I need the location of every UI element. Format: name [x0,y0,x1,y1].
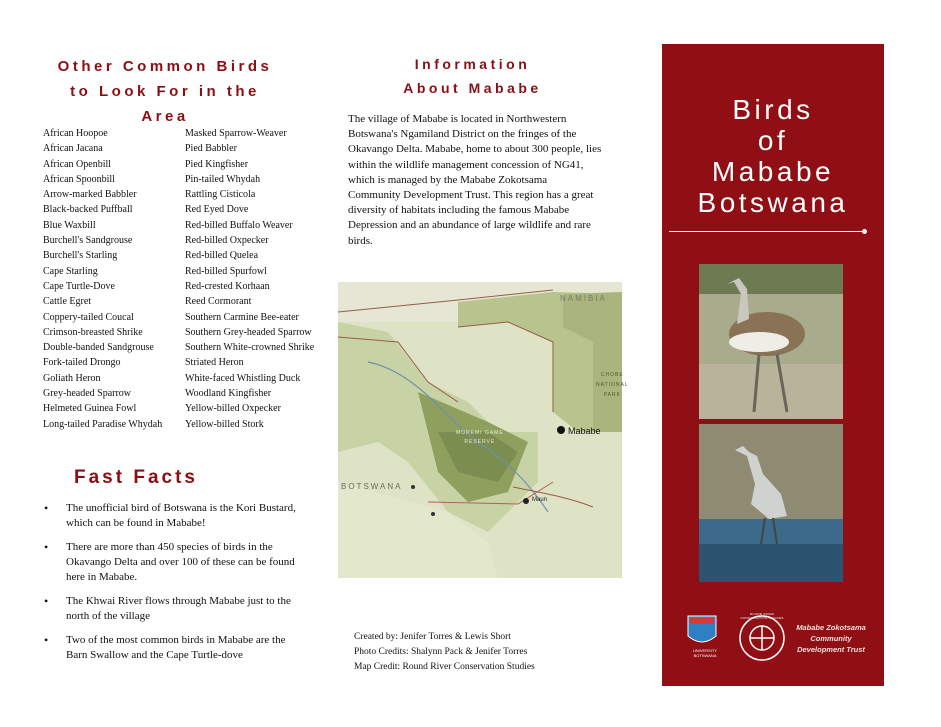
university-logo-line1: UNIVERSITY [692,648,717,653]
bird-name: Reed Cormorant [185,296,252,308]
sponsor-logos [676,610,876,666]
birds-list-column-1 [43,126,162,432]
title-line-3: Mababe [711,156,835,187]
bird-name: Red-billed Spurfowl [185,265,267,277]
birds-list-heading [30,54,300,129]
bird-name: Red-billed Oxpecker [185,235,269,247]
round-river-emblem [740,616,784,660]
information-heading [340,52,605,100]
grey-heron-photo [699,424,843,582]
map-label-namibia: NAMIBIA [560,294,607,303]
title-line-4: Botswana [697,187,849,218]
bird-name: Rattling Cisticola [185,189,256,201]
map-label-moremi-2: RESERVE [464,439,496,445]
map-label-chobe-3: PARK [603,392,621,398]
bird-name: Striated Heron [185,357,244,369]
map-label-chobe [596,370,629,400]
fact-item: • Two of the most common birds in Mababe are the Barn Swallow and the Cape Turtle-dove [44,633,306,663]
map-label-chobe-1: CHOBE [600,372,624,378]
university-logo-text [682,648,728,658]
bird-name: Grey-headed Sparrow [43,388,132,400]
bird-name: Blue Waxbill [43,219,96,231]
information-heading-line2: About Mababe [403,80,542,96]
bird-name: Southern Carmine Bee-eater [185,311,299,323]
bird-name: Arrow-marked Babbler [43,189,137,201]
trust-logo-line1: Mababe Zokotsama [796,623,866,632]
birds-heading-line3: Area [141,108,189,125]
map-label-moremi [456,429,504,447]
map-label-chobe-2: NATIONAL [596,382,629,388]
fast-facts-heading: Fast Facts [74,467,198,488]
birds-list-column-2 [185,126,314,432]
bird-name: Cattle Egret [43,296,92,308]
bird-name: Crimson-breasted Shrike [43,326,143,338]
cover-title [662,94,884,218]
bird-name: African Spoonbill [43,173,115,185]
bird-name: Woodland Kingfisher [185,388,272,400]
title-divider-dot [862,229,867,234]
bird-name: Black-backed Puffball [43,204,133,216]
credits [354,630,535,675]
fact-item: • There are more than 450 species of birds in the Okavango Delta and over 100 of these can be found here in Mababe. [44,540,306,585]
title-line-2: of [757,125,789,156]
fact-item: • The Khwai River flows through Mababe just to the north of the village [44,594,306,624]
region-map [338,282,629,578]
bird-name: Red-billed Quelea [185,250,259,262]
birds-heading-line2: to Look For in the [70,83,260,100]
bird-name: Burchell's Sandgrouse [43,235,133,247]
map-label-botswana: BOTSWANA [341,482,403,491]
bird-name: African Jacana [43,143,103,155]
bird-name: African Openbill [43,158,112,170]
birds-heading-line1: Other Common Birds [57,58,273,75]
bird-name: Coppery-tailed Coucal [43,311,134,323]
bird-name: Southern Grey-headed Sparrow [185,326,312,338]
trust-logo-line3: Development Trust [797,645,865,654]
university-logo-line2: BOTSWANA [693,653,717,658]
credit-photos: Photo Credits: Shalynn Pack & Jenifer Torres [354,647,528,657]
bird-name: Pin-tailed Whydah [185,173,261,185]
fast-facts-list [44,501,306,672]
bird-name: African Hoopoe [43,128,108,139]
bird-name: Cape Starling [43,265,98,277]
map-label-mababe: Mababe [568,426,601,436]
bird-name: Pied Babbler [185,143,237,155]
bird-name: Yellow-billed Stork [185,418,264,430]
bird-name: Red-billed Buffalo Weaver [185,219,293,231]
kori-bustard-photo [699,264,843,419]
grey-heron-image [699,424,843,582]
trust-logo-text [788,622,874,655]
bird-name: Yellow-billed Oxpecker [185,403,281,415]
information-heading-line1: Information [414,56,531,72]
credit-map: Map Credit: Round River Conservation Studies [354,662,535,672]
title-divider [669,231,865,232]
bird-name: Double-banded Sandgrouse [43,342,154,354]
bird-name: Pied Kingfisher [185,158,249,170]
bird-name: Masked Sparrow-Weaver [185,128,287,139]
university-of-botswana-crest [688,616,716,642]
information-paragraph: The village of Mababe is located in Northwestern Botswana's Ngamiland District on the fringes of the Okavango Delta. Mababe, home to about 300 people, lies within the wildlife management concession of NG41, which is managed by the Mababe Zokotsama Community Development Trust. This region has a great diversity of habitats including the famous Mababe Depression and an abundance of large wildlife and rare birds. [348,113,602,247]
round-river-logo-text: ROUND RIVER CONSERVATION STUDIES [740,612,784,620]
bird-name: Fork-tailed Drongo [43,357,121,369]
bird-name: Red-crested Korhaan [185,280,270,292]
map-label-moremi-1: MOREMI GAME [456,430,504,436]
bird-name: Cape Turtle-Dove [43,280,115,292]
bird-name: Burchell's Starling [43,250,118,262]
bird-name: Red Eyed Dove [185,204,249,216]
map-label-maun: Maun [532,497,548,503]
credit-creators: Created by: Jenifer Torres & Lewis Short [354,632,511,642]
fact-item: • The unofficial bird of Botswana is the Kori Bustard, which can be found in Mababe! [44,501,306,531]
bird-name: White-faced Whistling Duck [185,372,301,384]
bird-name: Helmeted Guinea Fowl [43,403,137,415]
bird-name: Southern White-crowned Shrike [185,342,315,354]
title-line-1: Birds [732,94,814,125]
kori-bustard-image [699,264,843,419]
bird-name: Long-tailed Paradise Whydah [43,418,163,430]
bird-name: Goliath Heron [43,372,101,384]
trust-logo-line2: Community [810,634,852,643]
